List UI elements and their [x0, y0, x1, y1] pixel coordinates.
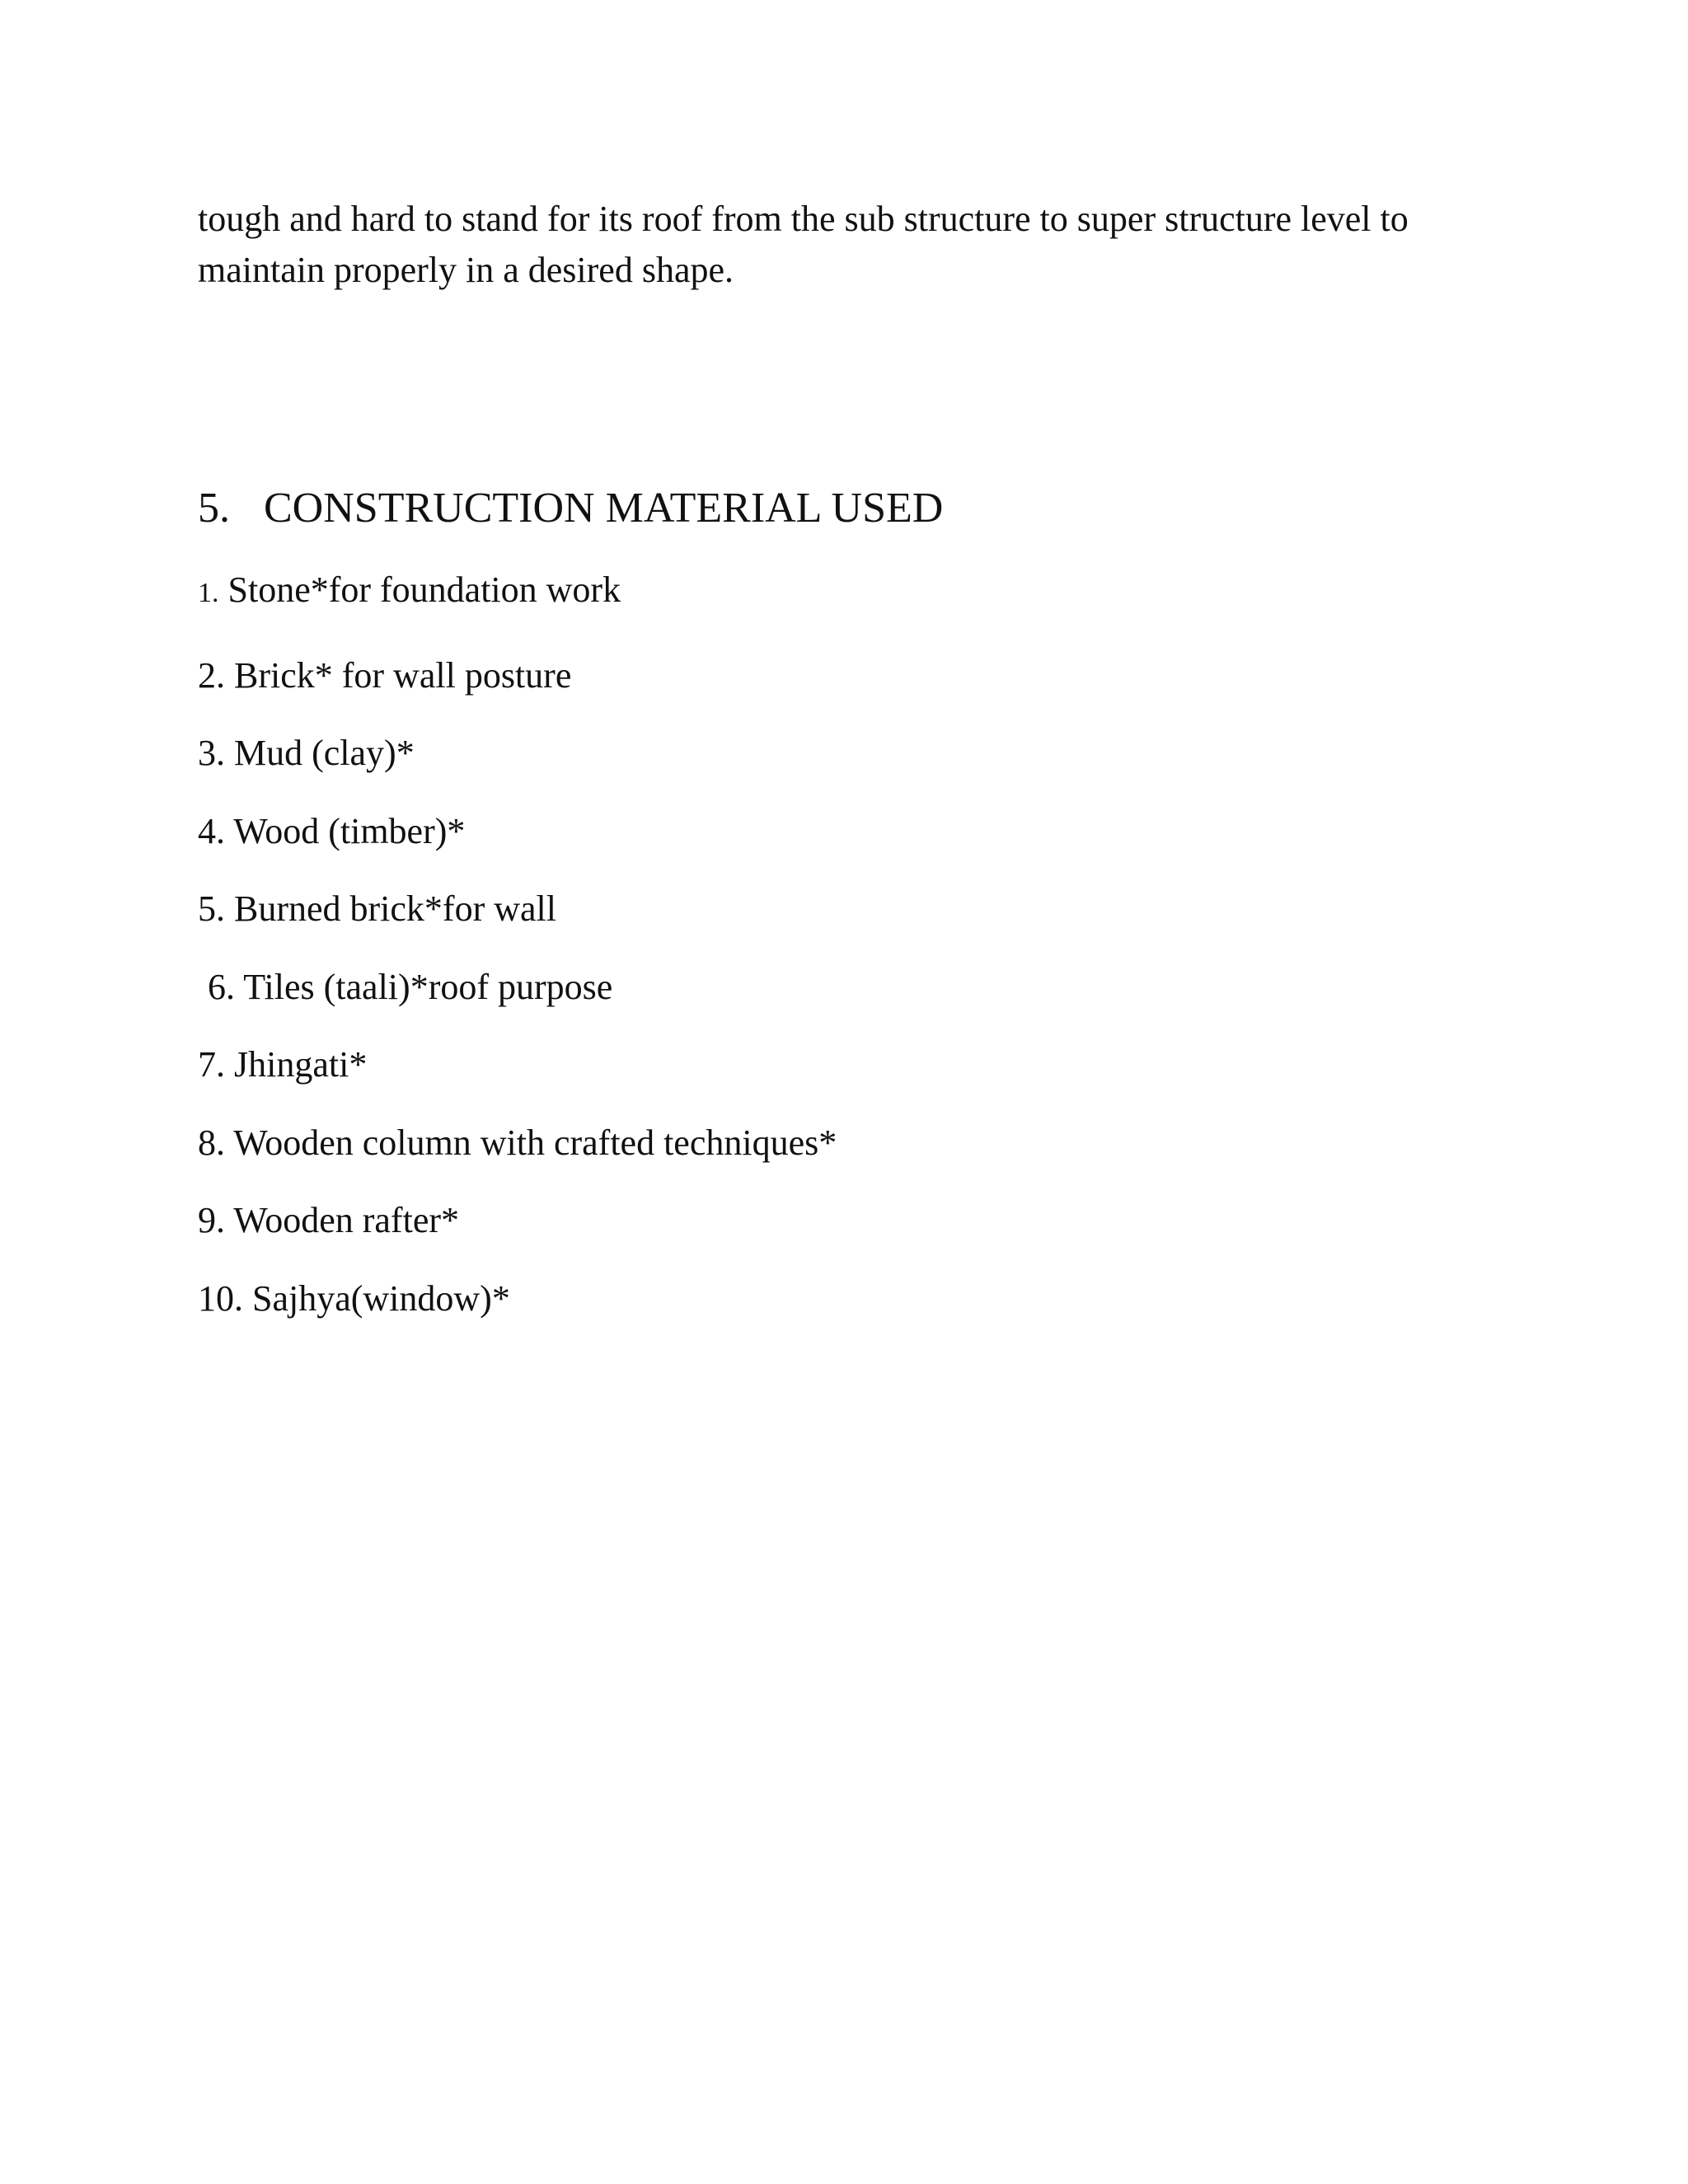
material-number: 10.: [198, 1278, 243, 1319]
material-number: 3.: [198, 733, 225, 773]
material-item-8: [198, 1118, 837, 1168]
material-number: 7.: [198, 1044, 225, 1085]
material-text: Brick* for wall posture: [234, 655, 572, 696]
section-heading: [198, 480, 943, 537]
material-text: Burned brick*for wall: [234, 888, 556, 929]
material-text: Jhingati*: [234, 1044, 368, 1085]
material-text: Wooden rafter*: [233, 1200, 459, 1240]
intro-paragraph: [198, 194, 1517, 296]
material-number: 2.: [198, 655, 225, 696]
material-text: Sajhya(window)*: [252, 1278, 510, 1319]
material-item-6: [208, 963, 612, 1012]
material-number: 5.: [198, 888, 225, 929]
section-number: 5.: [198, 485, 230, 532]
material-item-10: [198, 1274, 510, 1324]
material-text: Mud (clay)*: [234, 733, 415, 773]
material-text: Tiles (taali)*roof purpose: [243, 967, 613, 1007]
section-title: CONSTRUCTION MATERIAL USED: [264, 485, 944, 532]
paragraph-line-2: maintain properly in a desired shape.: [198, 250, 734, 290]
material-item-3: [198, 729, 415, 778]
material-item-7: [198, 1040, 367, 1090]
material-item-1: [198, 565, 621, 618]
material-item-2: [198, 651, 571, 701]
material-number: 6.: [208, 967, 235, 1007]
paragraph-line-1: tough and hard to stand for its roof from the sub structure to super structure level to: [198, 199, 1409, 239]
material-item-9: [198, 1196, 459, 1245]
material-text: Wood (timber)*: [233, 811, 466, 851]
material-number: 8.: [198, 1122, 225, 1163]
material-number: 1.: [198, 578, 219, 608]
material-text: Stone*for foundation work: [227, 569, 621, 610]
material-number: 4.: [198, 811, 225, 851]
material-number: 9.: [198, 1200, 225, 1240]
material-text: Wooden column with crafted techniques*: [233, 1122, 837, 1163]
material-item-4: [198, 807, 465, 856]
material-item-5: [198, 884, 556, 934]
